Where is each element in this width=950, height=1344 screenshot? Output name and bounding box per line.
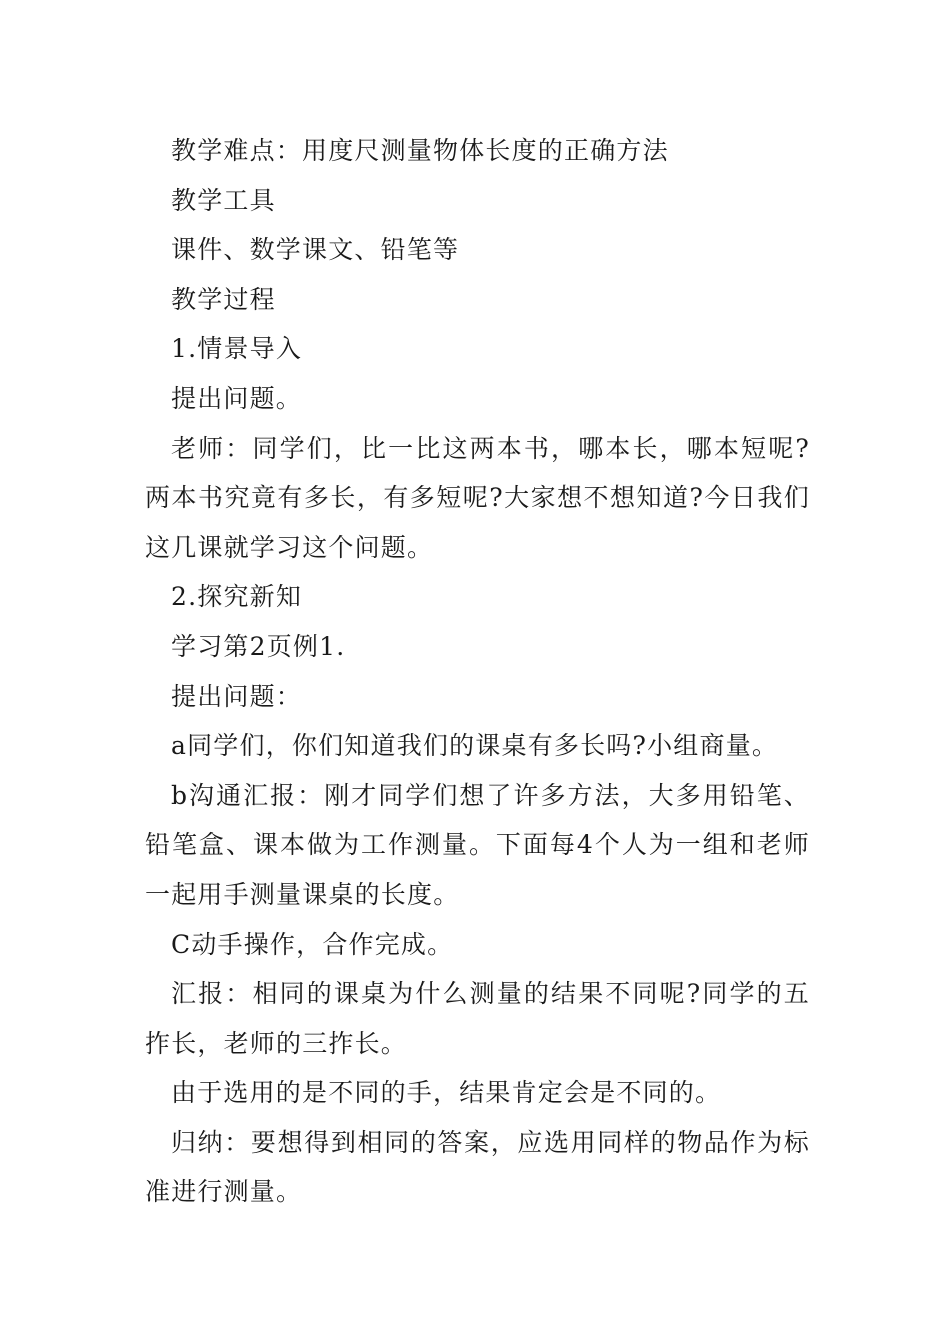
paragraph-teacher-speech: 老师：同学们，比一比这两本书，哪本长，哪本短呢?两本书究竟有多长，有多短呢?大家想不想知道?今日我们这几课就学习这个问题。 — [145, 433, 810, 562]
paragraph-example: 学习第2页例1. — [171, 631, 346, 661]
paragraph-raise-question: 提出问题。 — [171, 383, 303, 413]
paragraph-teaching-difficulty: 教学难点：用度尺测量物体长度的正确方法 — [171, 136, 669, 165]
paragraph-item-b: b沟通汇报：刚才同学们想了许多方法，大多用铅笔、铅笔盒、课本做为工作测量。下面每4个人为一组和老师一起用手测量课桌的长度。 — [145, 780, 810, 909]
document-page — [145, 126, 810, 1217]
paragraph-teaching-process-heading: 教学过程 — [171, 284, 276, 314]
paragraph-conclusion: 归纳：要想得到相同的答案，应选用同样的物品作为标准进行测量。 — [145, 1127, 810, 1207]
paragraph-teaching-tools: 课件、数学课文、铅笔等 — [171, 235, 460, 265]
paragraph-item-c: C动手操作，合作完成。 — [171, 929, 454, 959]
paragraph-teaching-tools-heading: 教学工具 — [171, 185, 276, 215]
paragraph-report: 汇报：相同的课桌为什么测量的结果不同呢?同学的五拃长，老师的三拃长。 — [145, 979, 810, 1058]
paragraph-section-1-heading: 1.情景导入 — [171, 334, 303, 364]
paragraph-reason: 由于选用的是不同的手，结果肯定会是不同的。 — [171, 1078, 722, 1108]
paragraph-raise-question-2: 提出问题： — [171, 681, 303, 711]
paragraph-item-a: a同学们，你们知道我们的课桌有多长吗?小组商量。 — [171, 731, 779, 761]
paragraph-section-2-heading: 2.探究新知 — [171, 582, 303, 612]
